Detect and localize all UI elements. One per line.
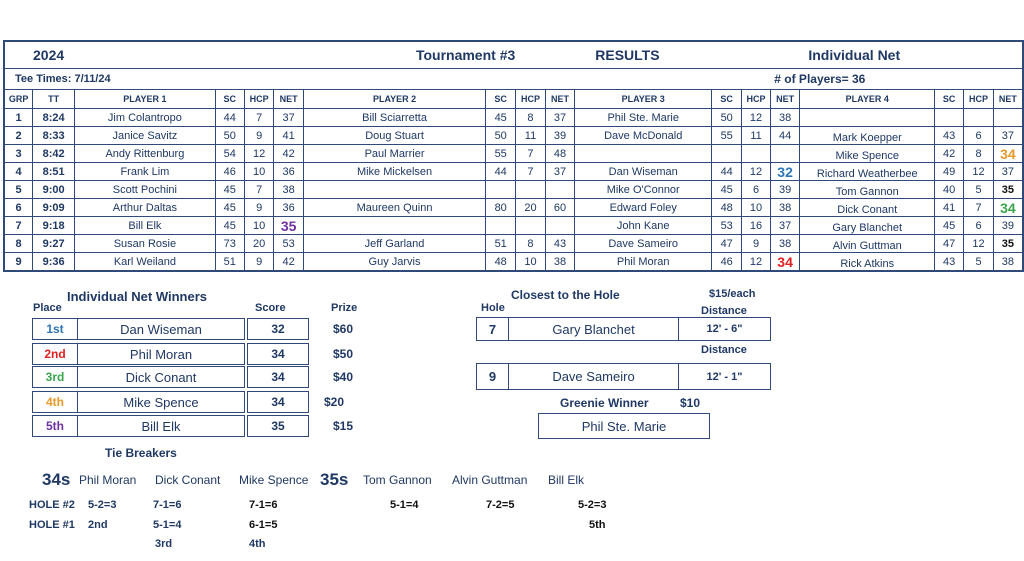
score-cell: 39 [770, 181, 800, 199]
score-cell [516, 217, 546, 235]
score-cell: 38 [770, 235, 800, 253]
tee-time-cell: 8:51 [33, 163, 75, 181]
winner-prize: $20 [324, 395, 345, 409]
tee-time-cell: 9:09 [33, 199, 75, 217]
score-cell [712, 145, 742, 163]
score-cell: Karl Weiland [75, 253, 216, 272]
score-cell: 44 [486, 163, 516, 181]
winner-place: 4th [32, 391, 78, 413]
score-cell [993, 109, 1023, 127]
score-cell: Alvin Guttman [800, 235, 935, 253]
winner-score: 34 [247, 366, 309, 388]
score-cell: Susan Rosie [75, 235, 216, 253]
score-cell [964, 109, 994, 127]
score-cell: 42 [274, 145, 304, 163]
score-cell: 9 [244, 253, 274, 272]
winner-prize: $15 [333, 419, 354, 433]
score-cell: 10 [516, 253, 546, 272]
group-cell: 7 [4, 217, 33, 235]
score-cell: 53 [274, 235, 304, 253]
score-cell: 11 [516, 127, 546, 145]
hole2-val-5: 7-2=5 [486, 499, 515, 511]
score-cell: 55 [486, 145, 516, 163]
score-cell [486, 181, 516, 199]
score-cell: Mike Spence [800, 145, 935, 163]
hole1-val-1: 2nd [88, 519, 108, 531]
col-header: SC [712, 90, 742, 109]
score-cell [800, 109, 935, 127]
tb-name-6: Bill Elk [548, 473, 585, 487]
score-cell: 34 [770, 253, 800, 272]
distance-label-2: Distance [701, 344, 747, 356]
score-cell: Phil Moran [575, 253, 712, 272]
score-cell: 41 [274, 127, 304, 145]
col-header: SC [486, 90, 516, 109]
score-cell: Arthur Daltas [75, 199, 216, 217]
score-cell: Bill Sciarretta [303, 109, 485, 127]
score-cell: 8 [516, 235, 546, 253]
greenie-label: Greenie Winner [560, 396, 649, 410]
tee-time-cell: 8:24 [33, 109, 75, 127]
group-cell: 5 [4, 181, 33, 199]
tb-name-4: Tom Gannon [363, 473, 432, 487]
col-header: HCP [244, 90, 274, 109]
table-row [4, 253, 1023, 272]
score-cell [742, 145, 771, 163]
score-cell: 42 [935, 145, 964, 163]
score-cell: Frank Lim [75, 163, 216, 181]
col-header: NET [993, 90, 1023, 109]
winner-prize: $50 [333, 347, 354, 361]
table-row [4, 109, 1023, 127]
score-cell: 12 [964, 163, 994, 181]
score-cell: 16 [742, 217, 771, 235]
score-cell: 9 [244, 199, 274, 217]
winner-place: 5th [32, 415, 78, 437]
score-cell: 12 [742, 163, 771, 181]
score-cell: 12 [244, 145, 274, 163]
results-table [3, 40, 1024, 272]
group-35s: 35s [320, 470, 349, 489]
col-header: NET [770, 90, 800, 109]
table-row [4, 127, 1023, 145]
score-cell [545, 217, 575, 235]
score-cell: 7 [516, 145, 546, 163]
score-cell: Bill Elk [75, 217, 216, 235]
tb-name-2: Dick Conant [155, 473, 221, 487]
col-header: NET [545, 90, 575, 109]
score-cell: 48 [545, 145, 575, 163]
col-header: HCP [964, 90, 994, 109]
score-cell: 38 [993, 253, 1023, 272]
closest-hole-2: 9 [476, 363, 509, 390]
score-cell: 47 [712, 235, 742, 253]
score-cell: 45 [215, 217, 244, 235]
score-cell: 42 [274, 253, 304, 272]
score-cell: Maureen Quinn [303, 199, 485, 217]
winner-score: 35 [247, 415, 309, 437]
closest-title: Closest to the Hole [511, 288, 620, 302]
score-cell: 10 [244, 217, 274, 235]
winners-title: Individual Net Winners [67, 289, 208, 304]
score-cell: 73 [215, 235, 244, 253]
score-cell: 38 [770, 199, 800, 217]
player-count: # of Players= 36 [545, 69, 1023, 90]
score-cell: Guy Jarvis [303, 253, 485, 272]
col-header: TT [33, 90, 75, 109]
score-cell: 46 [712, 253, 742, 272]
score-cell [516, 181, 546, 199]
score-cell: 37 [993, 163, 1023, 181]
score-cell: 37 [770, 217, 800, 235]
group-cell: 9 [4, 253, 33, 272]
score-cell [303, 181, 485, 199]
score-cell: Jeff Garland [303, 235, 485, 253]
hole1-val-2: 5-1=4 [153, 519, 182, 531]
winner-name: Mike Spence [77, 391, 245, 413]
col-header: NET [274, 90, 304, 109]
score-cell: 12 [964, 235, 994, 253]
score-cell: 51 [215, 253, 244, 272]
winner-name: Bill Elk [77, 415, 245, 437]
winner-score: 34 [247, 391, 309, 413]
score-cell: 47 [935, 235, 964, 253]
tee-times: Tee Times: 7/11/24 [4, 69, 545, 90]
tee-time-cell: 9:00 [33, 181, 75, 199]
score-cell: Janice Savitz [75, 127, 216, 145]
hole2-val-3: 7-1=6 [249, 499, 278, 511]
tee-time-cell: 9:27 [33, 235, 75, 253]
score-cell [575, 145, 712, 163]
score-cell: 51 [486, 235, 516, 253]
table-row [4, 145, 1023, 163]
results-title: RESULTS [595, 47, 660, 63]
tb-name-3: Mike Spence [239, 473, 309, 487]
score-cell: 60 [545, 199, 575, 217]
score-cell: 37 [545, 109, 575, 127]
score-cell: Richard Weatherbee [800, 163, 935, 181]
tee-time-cell: 9:36 [33, 253, 75, 272]
tb-name-5: Alvin Guttman [452, 473, 528, 487]
hole2-val-6: 5-2=3 [578, 499, 607, 511]
group-34s: 34s [42, 470, 71, 489]
score-cell: 53 [712, 217, 742, 235]
score-cell: Scott Pochini [75, 181, 216, 199]
score-cell: Dave McDonald [575, 127, 712, 145]
tee-time-cell: 8:42 [33, 145, 75, 163]
group-cell: 8 [4, 235, 33, 253]
prize-label: Prize [331, 302, 358, 314]
col-header: GRP [4, 90, 33, 109]
score-cell: 50 [486, 127, 516, 145]
hole-label: Hole [481, 302, 505, 314]
year: 2024 [33, 47, 65, 63]
format-title: Individual Net [808, 47, 901, 63]
tee-time-cell: 8:33 [33, 127, 75, 145]
tournament-title: Tournament #3 [415, 47, 516, 63]
hole2-label: HOLE #2 [29, 499, 75, 511]
score-cell: 10 [742, 199, 771, 217]
score-cell: 32 [770, 163, 800, 181]
score-cell: 44 [215, 109, 244, 127]
score-cell: 50 [215, 127, 244, 145]
closest-distance-2: 12' - 1" [678, 363, 771, 390]
col-header: PLAYER 3 [575, 90, 712, 109]
score-cell: 37 [274, 109, 304, 127]
score-cell: 34 [993, 145, 1023, 163]
closest-distance-1: 12' - 6" [678, 317, 771, 341]
score-cell: 48 [712, 199, 742, 217]
winner-score: 32 [247, 318, 309, 340]
score-cell: 6 [742, 181, 771, 199]
score-cell: 12 [742, 253, 771, 272]
score-cell: 46 [215, 163, 244, 181]
score-cell: Andy Rittenburg [75, 145, 216, 163]
extra-4th: 4th [249, 538, 266, 550]
group-cell: 4 [4, 163, 33, 181]
score-cell: 45 [215, 199, 244, 217]
score-cell: Dan Wiseman [575, 163, 712, 181]
tiebreakers-title: Tie Breakers [105, 446, 177, 460]
score-cell: 43 [935, 253, 964, 272]
score-cell [545, 181, 575, 199]
score-cell: Paul Marrier [303, 145, 485, 163]
score-cell: 48 [486, 253, 516, 272]
score-cell: 37 [993, 127, 1023, 145]
score-cell: 38 [770, 109, 800, 127]
closest-price: $15/each [709, 288, 756, 300]
score-cell: Tom Gannon [800, 181, 935, 199]
col-header: PLAYER 1 [75, 90, 216, 109]
distance-label-1: Distance [701, 305, 747, 317]
score-cell: 40 [935, 181, 964, 199]
score-cell: 50 [712, 109, 742, 127]
score-cell: 55 [712, 127, 742, 145]
winner-name: Dan Wiseman [77, 318, 245, 340]
score-cell: 20 [516, 199, 546, 217]
tee-time-cell: 9:18 [33, 217, 75, 235]
closest-name-2: Dave Sameiro [508, 363, 679, 390]
closest-name-1: Gary Blanchet [508, 317, 679, 341]
score-cell: 35 [993, 235, 1023, 253]
score-cell: 7 [516, 163, 546, 181]
score-cell: 37 [545, 163, 575, 181]
group-cell: 1 [4, 109, 33, 127]
closest-hole-1: 7 [476, 317, 509, 341]
score-cell: Mike Mickelsen [303, 163, 485, 181]
score-cell: 43 [545, 235, 575, 253]
score-cell: 35 [993, 181, 1023, 199]
winner-place: 3rd [32, 366, 78, 388]
col-header: PLAYER 4 [800, 90, 935, 109]
score-cell: 8 [516, 109, 546, 127]
tb-name-1: Phil Moran [79, 473, 137, 487]
hole1-val-4: 5th [589, 519, 606, 531]
score-cell: 10 [244, 163, 274, 181]
hole2-val-1: 5-2=3 [88, 499, 117, 511]
table-row [4, 217, 1023, 235]
place-label: Place [33, 302, 62, 314]
group-cell: 6 [4, 199, 33, 217]
score-cell: 9 [244, 127, 274, 145]
score-cell: Edward Foley [575, 199, 712, 217]
score-cell: 7 [244, 109, 274, 127]
score-cell: 39 [545, 127, 575, 145]
table-row [4, 181, 1023, 199]
score-cell: 6 [964, 127, 994, 145]
score-cell: 36 [274, 163, 304, 181]
hole1-label: HOLE #1 [29, 519, 75, 531]
score-cell: 49 [935, 163, 964, 181]
hole1-val-3: 6-1=5 [249, 519, 278, 531]
score-cell: 45 [935, 217, 964, 235]
score-cell: 45 [215, 181, 244, 199]
score-cell: John Kane [575, 217, 712, 235]
score-cell: 43 [935, 127, 964, 145]
winner-prize: $40 [333, 370, 354, 384]
score-cell: 9 [742, 235, 771, 253]
score-cell: Mike O'Connor [575, 181, 712, 199]
score-cell: 38 [545, 253, 575, 272]
table-header-row [4, 90, 1023, 109]
score-cell [770, 145, 800, 163]
col-header: HCP [516, 90, 546, 109]
score-cell: 5 [964, 181, 994, 199]
col-header: HCP [742, 90, 771, 109]
score-cell: 5 [964, 253, 994, 272]
score-cell: 44 [770, 127, 800, 145]
score-cell: 80 [486, 199, 516, 217]
hole2-val-4: 5-1=4 [390, 499, 419, 511]
hole2-val-2: 7-1=6 [153, 499, 182, 511]
col-header: SC [935, 90, 964, 109]
winner-prize: $60 [333, 322, 354, 336]
winner-score: 34 [247, 343, 309, 365]
score-cell [935, 109, 964, 127]
score-cell: 39 [993, 217, 1023, 235]
score-cell [303, 217, 485, 235]
table-row [4, 163, 1023, 181]
score-cell: 45 [486, 109, 516, 127]
score-cell: 34 [993, 199, 1023, 217]
score-cell: 11 [742, 127, 771, 145]
score-cell: 7 [244, 181, 274, 199]
winner-name: Phil Moran [77, 343, 245, 365]
score-cell: 6 [964, 217, 994, 235]
score-cell: 54 [215, 145, 244, 163]
score-cell: Gary Blanchet [800, 217, 935, 235]
score-cell [486, 217, 516, 235]
score-cell: 8 [964, 145, 994, 163]
score-cell: 44 [712, 163, 742, 181]
winner-place: 1st [32, 318, 78, 340]
col-header: PLAYER 2 [303, 90, 485, 109]
score-cell: Rick Atkins [800, 253, 935, 272]
score-cell: 20 [244, 235, 274, 253]
score-cell: 45 [712, 181, 742, 199]
score-cell: Dick Conant [800, 199, 935, 217]
score-cell: Mark Koepper [800, 127, 935, 145]
score-cell: Jim Colantropo [75, 109, 216, 127]
greenie-winner-name: Phil Ste. Marie [538, 413, 710, 439]
score-cell: 12 [742, 109, 771, 127]
score-cell: 36 [274, 199, 304, 217]
col-header: SC [215, 90, 244, 109]
score-cell: Doug Stuart [303, 127, 485, 145]
table-row [4, 235, 1023, 253]
greenie-amount: $10 [680, 396, 701, 410]
score-cell: 41 [935, 199, 964, 217]
group-cell: 3 [4, 145, 33, 163]
score-cell: Dave Sameiro [575, 235, 712, 253]
extra-3rd: 3rd [155, 538, 173, 550]
score-cell: Phil Ste. Marie [575, 109, 712, 127]
score-cell: 7 [964, 199, 994, 217]
score-label: Score [255, 302, 286, 314]
group-cell: 2 [4, 127, 33, 145]
winner-place: 2nd [32, 343, 78, 365]
score-cell: 38 [274, 181, 304, 199]
table-row [4, 199, 1023, 217]
score-cell: 35 [274, 217, 304, 235]
winner-name: Dick Conant [77, 366, 245, 388]
